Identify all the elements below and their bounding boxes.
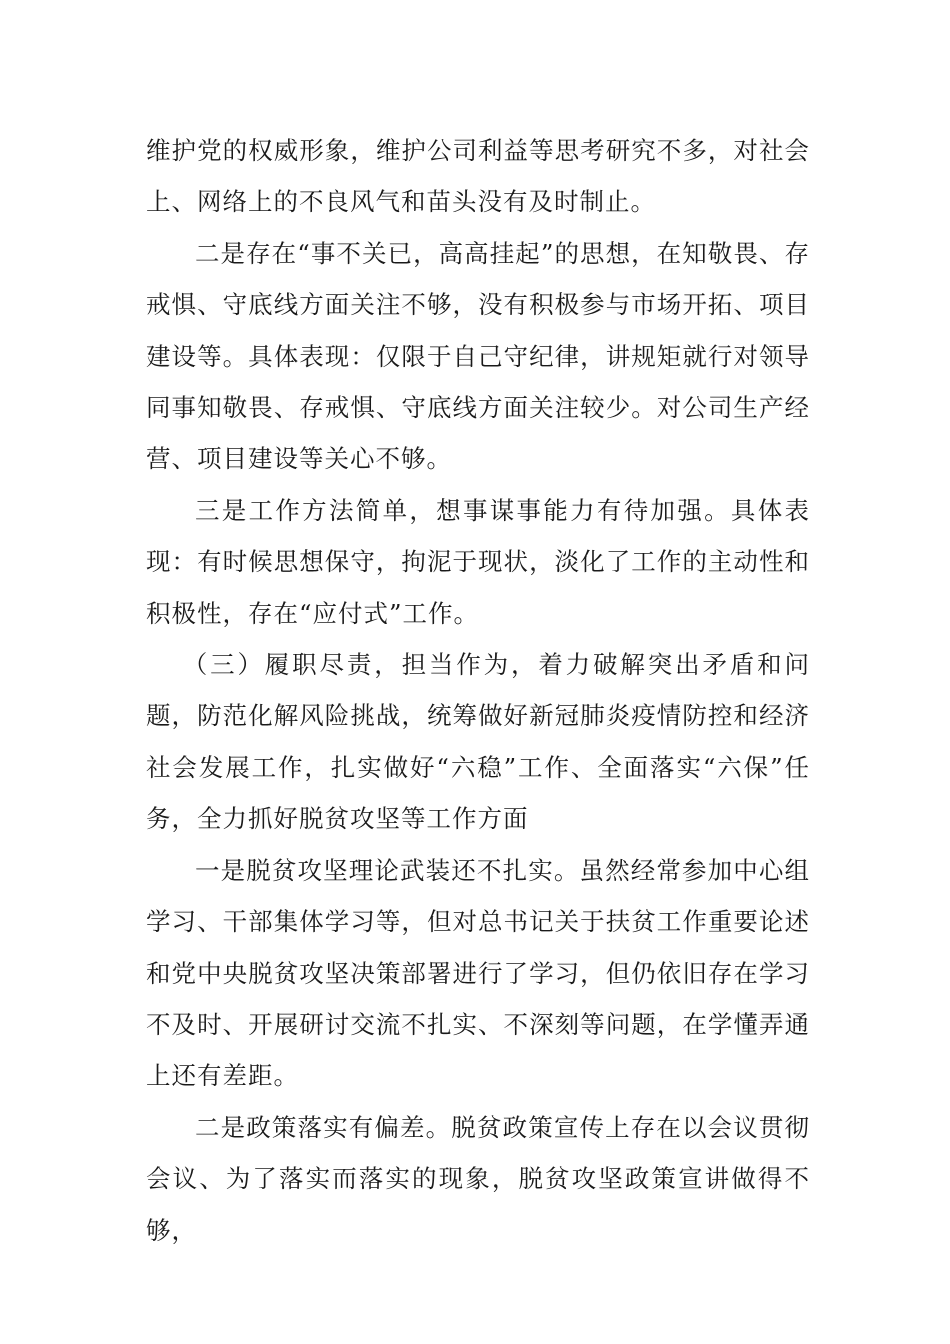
paragraph-continued: 维护党的权威形象，维护公司利益等思考研究不多，对社会上、网络上的不良风气和苗头没有及时制止。 [146, 136, 810, 217]
paragraph-second-issue: 二是存在“事不关已，高高挂起”的思想，在知敬畏、存戒惧、守底线方面关注不够，没有积极参与市场开拓、项目建设等。具体表现：仅限于自己守纪律，讲规矩就行对领导同事知敬畏、存戒惧、守底线方面关注较少。对公司生产经营、项目建设等关心不够。 [146, 238, 810, 474]
paragraph-third-issue: 三是工作方法简单，想事谋事能力有待加强。具体表现：有时候思想保守，拘泥于现状，淡化了工作的主动性和积极性，存在“应付式”工作。 [146, 495, 810, 628]
paragraph-poverty-theory: 一是脱贫攻坚理论武装还不扎实。虽然经常参加中心组学习、干部集体学习等，但对总书记关于扶贫工作重要论述和党中央脱贫攻坚决策部署进行了学习，但仍依旧存在学习不及时、开展研讨交流不扎实、不深刻等问题，在学懂弄通上还有差距。 [146, 855, 810, 1091]
paragraph-policy-deviation: 二是政策落实有偏差。脱贫政策宣传上存在以会议贯彻会议、为了落实而落实的现象，脱贫攻坚政策宣讲做得不够， [146, 1112, 810, 1245]
section-heading-three: （三）履职尽责，担当作为，着力破解突出矛盾和问题，防范化解风险挑战，统筹做好新冠肺炎疫情防控和经济社会发展工作，扎实做好“六稳”工作、全面落实“六保”任务，全力抓好脱贫攻坚等工作方面 [146, 650, 810, 834]
document-body [146, 125, 810, 1256]
